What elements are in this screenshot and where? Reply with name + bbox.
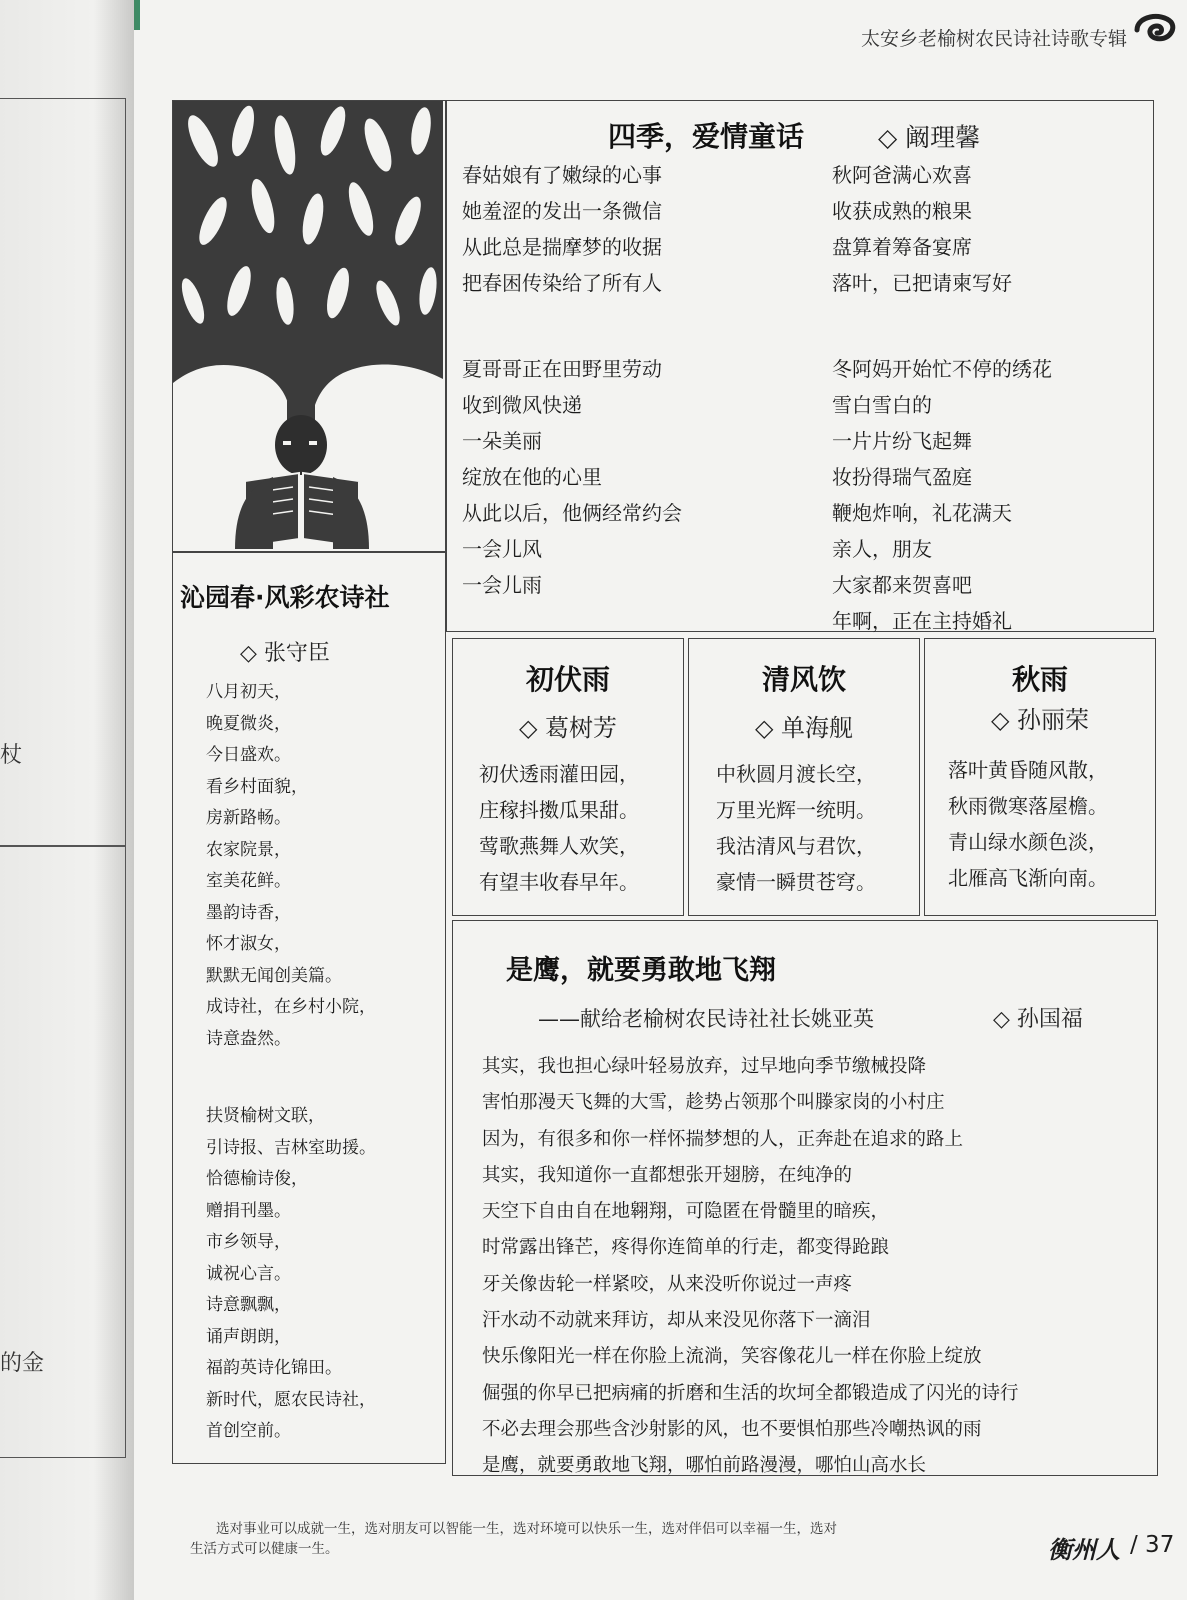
poem-line: 时常露出锋芒，疼得你连简单的行走，都变得跄踉	[482, 1237, 890, 1259]
poem-line: 绽放在他的心里	[462, 465, 602, 489]
poem-line: 是鹰，就要勇敢地飞翔，哪怕前路漫漫，哪怕山高水长	[482, 1455, 927, 1477]
poem-line: 一会儿风	[462, 537, 542, 561]
poem-body	[482, 1049, 1019, 1485]
poem-line: 首创空前。	[206, 1421, 291, 1441]
poem-line: 引诗报、吉林室助援。	[206, 1137, 376, 1158]
poem-body	[948, 752, 1108, 896]
poem-line: 一片片纷飞起舞	[832, 429, 972, 453]
poem-line: 诗意盎然。	[206, 1028, 291, 1049]
poem-line: 落叶，已把请柬写好	[832, 271, 1012, 295]
left-page-fragment: 的金	[0, 1351, 45, 1376]
poem-line: 收到微风快递	[462, 393, 582, 417]
poem-line: 有望丰收春早年。	[479, 870, 639, 894]
poem-line: 天空下自由自在地翱翔，可隐匿在骨髓里的暗疾，	[482, 1201, 890, 1223]
poem-title: 初伏雨	[525, 663, 610, 696]
poem-line: 新时代，愿农民诗社，	[206, 1389, 376, 1410]
poem-line: 八月初天，	[206, 682, 291, 702]
poem-line: 今日盛欢。	[206, 745, 291, 765]
poem-author: ◇ 孙国福	[993, 1007, 1083, 1032]
poem-line: 春姑娘有了嫩绿的心事	[462, 163, 662, 187]
poem-title: 是鹰，就要勇敢地飞翔	[506, 955, 776, 986]
poem-line: 看乡村面貌，	[206, 776, 308, 797]
poem-line: 妆扮得瑞气盈庭	[832, 465, 972, 489]
poem-line: 恰德榆诗俊，	[206, 1169, 308, 1189]
poem-line: 赠捐刊墨。	[206, 1200, 291, 1221]
poem-line: 鞭炮炸响，礼花满天	[832, 501, 1012, 525]
poem-line: 一会儿雨	[462, 573, 542, 597]
poem-line: 北雁高飞渐向南。	[948, 866, 1108, 890]
poem-line: 室美花鲜。	[206, 871, 291, 891]
poem-line: 市乡领导，	[206, 1232, 291, 1252]
poem-line: 从此总是揣摩梦的收据	[462, 235, 662, 259]
poem-line: 其实，我知道你一直都想张开翅膀，在纯净的	[482, 1164, 853, 1186]
footer-slogan-line1: 选对事业可以成就一生，选对朋友可以智能一生，选对环境可以快乐一生，选对伴侣可以幸福一生，选对	[216, 1521, 837, 1537]
poem-column-left	[462, 157, 682, 603]
left-page-fragment: 杖	[0, 743, 23, 768]
poem-title: 清风饮	[761, 663, 846, 696]
poem-line: 汗水动不动就来拜访，却从来没见你落下一滴泪	[482, 1310, 871, 1332]
poem-author: ◇ 阚理馨	[878, 123, 981, 152]
poem-line: 牙关像齿轮一样紧咬，从来没听你说过一声疼	[482, 1273, 853, 1295]
poem-column-right	[832, 157, 1052, 639]
poem-line: 其实，我也担心绿叶轻易放弃，过早地向季节缴械投降	[482, 1056, 927, 1077]
poem-line: 秋阿爸满心欢喜	[832, 163, 972, 187]
poem-line: 福韵英诗化锦田。	[206, 1358, 342, 1378]
poem-line: 从此以后，他俩经常约会	[462, 501, 682, 525]
poem-stanza-break	[832, 301, 1052, 351]
poem-line: 倔强的你早已把病痛的折磨和生活的坎坷全都锻造成了闪光的诗行	[482, 1382, 1019, 1404]
poem-line: 中秋圆月渡长空，	[716, 762, 876, 786]
poem-line: 因为，有很多和你一样怀揣梦想的人，正奔赴在追求的路上	[482, 1128, 964, 1150]
poem-line: 落叶黄昏随风散，	[948, 758, 1108, 782]
poem-line: 害怕那漫天飞舞的大雪，趁势占领那个叫滕家岗的小村庄	[482, 1092, 945, 1114]
poem-line: 一朵美丽	[462, 429, 542, 453]
poem-title: 四季，爱情童话	[608, 120, 805, 153]
poem-body	[716, 756, 876, 900]
poem-line: 年啊，正在主持婚礼	[832, 609, 1012, 633]
poem-line: 快乐像阳光一样在你脸上流淌，笑容像花儿一样在你脸上绽放	[482, 1346, 982, 1368]
footer-slogan-line2: 生活方式可以健康一生。	[190, 1541, 339, 1557]
poem-line: 把春困传染给了所有人	[462, 271, 662, 295]
poem-body	[206, 677, 376, 1448]
poem-author: ◇ 葛树芳	[518, 714, 618, 742]
tree-reader-illustration	[173, 101, 443, 549]
poem-line: 我沽清风与君饮，	[716, 834, 876, 858]
poem-line: 亲人，朋友	[832, 537, 932, 561]
poem-stanza-break	[462, 301, 682, 351]
poem-line: 收获成熟的粮果	[832, 199, 972, 223]
poem-line: 秋雨微寒落屋檐。	[948, 794, 1108, 818]
poem-body	[479, 756, 639, 900]
footer-brand: 衡州人	[1048, 1535, 1120, 1564]
poem-line: 盘算着筹备宴席	[832, 235, 972, 259]
poem-line: 诗意飘飘，	[206, 1295, 291, 1315]
poem-line: 初伏透雨灌田园，	[479, 762, 639, 786]
poem-line: 房新路畅。	[206, 808, 291, 828]
illustration-box	[172, 100, 446, 552]
poem-line: 诵声朗朗，	[206, 1326, 291, 1347]
poem-line: 成诗社，在乡村小院，	[206, 997, 376, 1017]
poem-author: ◇ 单海舰	[754, 714, 854, 742]
page-number: / 37	[1130, 1532, 1175, 1558]
running-header: 太安乡老榆树农民诗社诗歌专辑	[860, 28, 1127, 50]
poem-line: 她羞涩的发出一条微信	[462, 199, 662, 223]
poem-line: 怀才淑女，	[206, 934, 291, 954]
poem-line: 晚夏微炎，	[206, 713, 291, 734]
poem-author: ◇ 张守臣	[240, 641, 330, 666]
poem-line: 扶贤榆树文联，	[206, 1106, 325, 1126]
poem-line: 大家都来贺喜吧	[832, 573, 972, 597]
poem-line: 莺歌燕舞人欢笑，	[479, 834, 639, 858]
poem-line: 不必去理会那些含沙射影的风，也不要惧怕那些冷嘲热讽的雨	[482, 1418, 982, 1440]
poem-line: 诚祝心言。	[206, 1263, 291, 1284]
poem-line: 雪白雪白的	[832, 393, 932, 417]
poem-title: 秋雨	[1011, 663, 1068, 696]
poem-line: 庄稼抖擞瓜果甜。	[479, 798, 639, 822]
poem-line: 万里光辉一统明。	[716, 798, 876, 822]
poem-line: 豪情一瞬贯苍穹。	[716, 870, 876, 894]
poem-line: 农家院景，	[206, 839, 291, 860]
poem-dedication: ——献给老榆树农民诗社社长姚亚英	[538, 1007, 874, 1031]
poem-author: ◇ 孙丽荣	[990, 706, 1090, 734]
poem-line: 墨韵诗香，	[206, 902, 291, 923]
poem-stanza-break	[206, 1055, 376, 1101]
poem-title: 沁园春·风彩农诗社	[180, 583, 390, 612]
poem-line: 夏哥哥正在田野里劳动	[462, 357, 662, 381]
poem-line: 默默无闻创美篇。	[206, 965, 342, 986]
swirl-logo-icon	[1131, 8, 1179, 48]
left-page-box-top	[0, 98, 126, 846]
poem-line: 青山绿水颜色淡，	[948, 830, 1108, 854]
poem-line: 冬阿妈开始忙不停的绣花	[832, 357, 1052, 381]
